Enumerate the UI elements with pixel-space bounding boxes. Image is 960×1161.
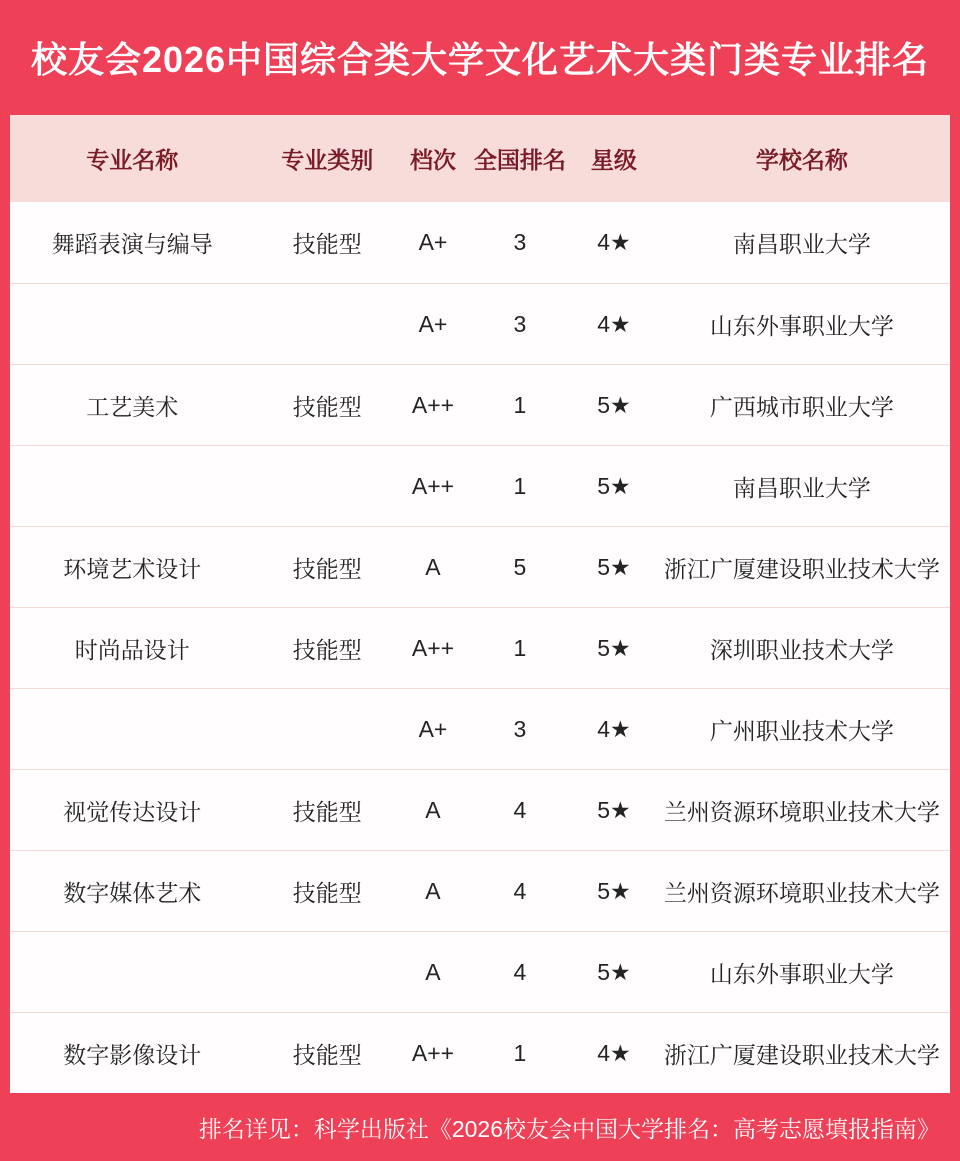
cell-category: 技能型: [292, 393, 362, 420]
ranking-table: [10, 115, 950, 1093]
column-header-category: 专业类别: [281, 147, 374, 173]
table-body: [10, 202, 950, 1093]
table-row: [10, 607, 950, 688]
cell-school: 兰州资源环境职业技术大学: [663, 798, 940, 825]
column-header-rank: 全国排名: [473, 147, 566, 173]
cell-star: 5★: [597, 634, 631, 661]
cell-category: 技能型: [292, 798, 362, 825]
cell-rank: 1: [513, 391, 527, 418]
cell-major: 工艺美术: [86, 393, 179, 420]
cell-grade: A: [425, 958, 441, 985]
cell-school: 南昌职业大学: [732, 474, 871, 501]
cell-star: 5★: [597, 796, 631, 823]
cell-rank: 1: [513, 634, 527, 661]
cell-major: 数字媒体艺术: [63, 879, 202, 906]
cell-category: [254, 689, 400, 769]
cell-category: 技能型: [292, 555, 362, 582]
cell-rank: 3: [513, 229, 527, 255]
cell-category: 技能型: [292, 636, 362, 663]
footer-banner: [0, 1093, 960, 1161]
column-header-school: 学校名称: [755, 147, 848, 173]
cell-star: 5★: [597, 877, 631, 904]
cell-school: 广州职业技术大学: [709, 717, 894, 744]
table-row: [10, 364, 950, 445]
cell-major: 时尚品设计: [74, 636, 190, 663]
page-title: 校友会2026中国综合类大学文化艺术大类门类专业排名: [30, 39, 930, 80]
cell-major: 舞蹈表演与编导: [51, 231, 213, 257]
cell-school: 浙江广厦建设职业技术大学: [663, 1041, 940, 1068]
cell-grade: A++: [411, 1039, 455, 1066]
cell-star: 4★: [597, 1039, 631, 1066]
cell-grade: A: [425, 553, 441, 580]
cell-school: 山东外事职业大学: [709, 960, 894, 987]
cell-major: [10, 284, 254, 364]
cell-school: 山东外事职业大学: [709, 312, 894, 339]
cell-grade: A+: [418, 310, 448, 337]
cell-grade: A: [425, 796, 441, 823]
cell-rank: 4: [513, 958, 527, 985]
cell-major: [10, 446, 254, 526]
cell-major: [10, 689, 254, 769]
cell-grade: A++: [411, 634, 455, 661]
cell-major: 环境艺术设计: [63, 555, 202, 582]
cell-star: 5★: [597, 472, 631, 499]
title-banner: [0, 0, 960, 115]
cell-rank: 3: [513, 310, 527, 337]
cell-star: 5★: [597, 553, 631, 580]
cell-major: 视觉传达设计: [63, 798, 202, 825]
cell-school: 广西城市职业大学: [709, 393, 894, 420]
table-header-row: [10, 115, 950, 202]
cell-major: 数字影像设计: [63, 1041, 202, 1068]
cell-grade: A+: [418, 715, 448, 742]
table-row: [10, 1012, 950, 1093]
cell-category: 技能型: [292, 879, 362, 906]
cell-star: 4★: [597, 715, 631, 742]
cell-rank: 4: [513, 877, 527, 904]
cell-category: [254, 446, 400, 526]
cell-rank: 1: [513, 472, 527, 499]
cell-grade: A++: [411, 391, 455, 418]
cell-school: 南昌职业大学: [732, 231, 871, 257]
table-row: [10, 769, 950, 850]
footer-note: 排名详见：科学出版社《2026校友会中国大学排名：高考志愿填报指南》: [198, 1115, 940, 1142]
table-row: [10, 202, 950, 283]
cell-rank: 5: [513, 553, 527, 580]
cell-grade: A++: [411, 472, 455, 499]
table-row: [10, 931, 950, 1012]
cell-category: [254, 932, 400, 1012]
cell-star: 5★: [597, 391, 631, 418]
cell-major: [10, 932, 254, 1012]
cell-rank: 1: [513, 1039, 527, 1066]
cell-grade: A+: [418, 229, 448, 255]
cell-rank: 4: [513, 796, 527, 823]
cell-rank: 3: [513, 715, 527, 742]
cell-category: [254, 284, 400, 364]
cell-star: 4★: [597, 229, 631, 255]
cell-school: 深圳职业技术大学: [709, 636, 894, 663]
table-row: [10, 526, 950, 607]
table-row: [10, 283, 950, 364]
cell-school: 浙江广厦建设职业技术大学: [663, 555, 940, 582]
cell-category: 技能型: [292, 1041, 362, 1068]
cell-school: 兰州资源环境职业技术大学: [663, 879, 940, 906]
column-header-grade: 档次: [409, 147, 456, 173]
column-header-major: 专业名称: [86, 147, 179, 173]
cell-category: 技能型: [292, 231, 362, 257]
cell-star: 5★: [597, 958, 631, 985]
cell-star: 4★: [597, 310, 631, 337]
table-row: [10, 445, 950, 526]
cell-grade: A: [425, 877, 441, 904]
table-row: [10, 688, 950, 769]
column-header-star: 星级: [590, 147, 637, 173]
table-row: [10, 850, 950, 931]
